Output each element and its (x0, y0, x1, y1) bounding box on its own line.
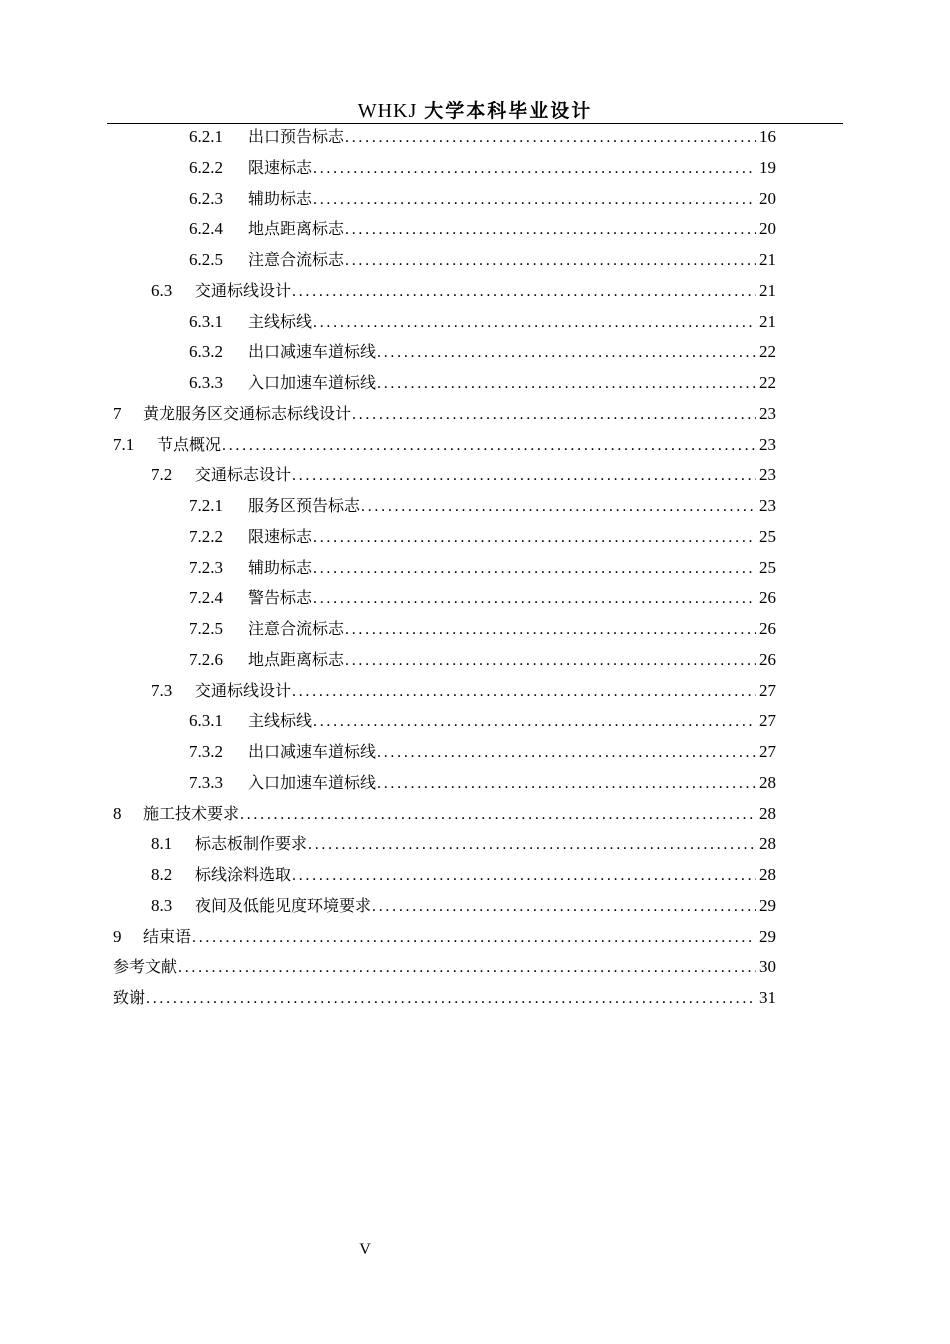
toc-entry-number: 8.3 (151, 895, 173, 915)
toc-dot-leader (313, 584, 756, 614)
toc-entry[interactable] (151, 676, 776, 706)
toc-entry[interactable] (113, 983, 776, 1013)
toc-dot-leader (222, 431, 756, 461)
page-header (0, 96, 950, 123)
toc-entry-page: 22 (759, 342, 776, 362)
toc-entry-title: 辅助标志 (248, 188, 313, 208)
toc-entry-number: 6.2.2 (189, 157, 223, 177)
toc-entry[interactable] (189, 491, 776, 521)
toc-entry-page: 26 (759, 619, 776, 638)
toc-entry-title: 夜间及低能见度环境要求 (195, 895, 372, 915)
toc-entry-title: 限速标志 (248, 157, 313, 177)
toc-dot-leader (313, 308, 756, 338)
toc-dot-leader (292, 677, 756, 707)
toc-entry[interactable] (189, 122, 776, 152)
toc-dot-leader (377, 738, 756, 768)
toc-entry[interactable] (113, 399, 776, 429)
header-title: 大学本科毕业设计 (424, 100, 593, 122)
toc-entry-page: 25 (759, 557, 776, 577)
toc-entry-page: 27 (759, 711, 776, 731)
toc-entry-number: 6.3.3 (189, 373, 223, 392)
toc-entry[interactable] (113, 430, 776, 460)
toc-entry-number: 6.3.2 (189, 342, 223, 362)
toc-entry[interactable] (189, 706, 776, 736)
toc-dot-leader (313, 707, 756, 737)
toc-entry-page: 22 (759, 373, 776, 392)
toc-dot-leader (192, 923, 756, 953)
toc-entry-number: 7.1 (113, 434, 135, 454)
toc-entry[interactable] (189, 337, 776, 367)
toc-entry-title: 出口预告标志 (248, 127, 345, 146)
toc-entry-title: 辅助标志 (248, 557, 313, 577)
toc-entry-number: 8.2 (151, 865, 173, 884)
toc-entry-page: 30 (759, 957, 776, 977)
toc-entry-title: 节点概况 (157, 434, 222, 454)
toc-dot-leader (352, 400, 756, 430)
toc-dot-leader (313, 154, 756, 184)
toc-entry[interactable] (189, 245, 776, 275)
toc-dot-leader (313, 554, 756, 584)
toc-entry-number: 7.2.2 (189, 526, 223, 546)
toc-dot-leader (308, 830, 756, 860)
toc-dot-leader (178, 953, 756, 983)
toc-entry-number: 6.2.1 (189, 127, 223, 146)
toc-entry-number: 6.2.5 (189, 250, 223, 269)
toc-entry-title: 致谢 (113, 988, 146, 1007)
toc-entry-title: 交通标志设计 (195, 465, 292, 485)
toc-entry[interactable] (189, 368, 776, 398)
toc-entry-page: 23 (759, 434, 776, 454)
toc-entry-title: 入口加速车道标线 (248, 772, 377, 792)
toc-entry[interactable] (151, 460, 776, 490)
toc-dot-leader (345, 246, 756, 276)
toc-entry[interactable] (113, 799, 776, 829)
toc-entry-title: 注意合流标志 (248, 619, 345, 638)
toc-entry-title: 主线标线 (248, 711, 313, 731)
toc-entry-title: 服务区预告标志 (248, 496, 361, 515)
toc-entry[interactable] (151, 276, 776, 306)
header-school-code: WHKJ (357, 100, 418, 122)
toc-entry[interactable] (189, 153, 776, 183)
toc-entry[interactable] (151, 860, 776, 890)
toc-entry-number: 8.1 (151, 834, 173, 854)
toc-dot-leader (313, 185, 756, 215)
toc-entry-page: 27 (759, 742, 776, 761)
toc-entry-number: 7.2.1 (189, 496, 223, 515)
toc-entry-page: 29 (759, 926, 776, 946)
toc-entry-page: 16 (759, 127, 776, 146)
toc-dot-leader (313, 523, 756, 553)
toc-entry-title: 地点距离标志 (248, 219, 345, 239)
toc-entry[interactable] (189, 522, 776, 552)
toc-dot-leader (240, 800, 756, 830)
toc-entry-title: 注意合流标志 (248, 250, 345, 269)
toc-entry[interactable] (151, 891, 776, 921)
toc-entry-page: 31 (759, 988, 776, 1007)
toc-dot-leader (292, 461, 756, 491)
toc-entry-page: 28 (759, 834, 776, 854)
toc-entry-page: 21 (759, 250, 776, 269)
toc-entry[interactable] (189, 768, 776, 798)
toc-entry[interactable] (189, 307, 776, 337)
toc-entry-page: 20 (759, 188, 776, 208)
toc-entry-title: 地点距离标志 (248, 649, 345, 669)
toc-entry[interactable] (189, 645, 776, 675)
toc-entry-page: 23 (759, 496, 776, 515)
toc-dot-leader (345, 215, 756, 245)
toc-entry[interactable] (113, 952, 776, 982)
toc-dot-leader (292, 277, 756, 307)
toc-entry-number: 7 (113, 403, 122, 423)
toc-entry-page: 19 (759, 157, 776, 177)
toc-dot-leader (377, 338, 756, 368)
toc-entry-title: 参考文献 (113, 957, 178, 977)
toc-entry[interactable] (189, 184, 776, 214)
toc-dot-leader (146, 984, 756, 1014)
toc-entry-title: 结束语 (143, 926, 192, 946)
toc-entry-page: 26 (759, 588, 776, 608)
toc-entry[interactable] (151, 829, 776, 859)
toc-entry-page: 26 (759, 649, 776, 669)
toc-entry-title: 出口减速车道标线 (248, 342, 377, 362)
toc-entry-title: 标线涂料选取 (195, 865, 292, 884)
toc-entry-number: 7.3 (151, 680, 173, 700)
toc-entry-number: 6.3.1 (189, 711, 223, 731)
toc-entry-number: 7.2 (151, 465, 173, 485)
toc-entry-page: 28 (759, 803, 776, 823)
toc-entry-title: 黄龙服务区交通标志标线设计 (143, 403, 352, 423)
toc-entry-number: 6.2.3 (189, 188, 223, 208)
toc-entry[interactable] (189, 214, 776, 244)
toc-dot-leader (345, 646, 756, 676)
page-number: V (359, 1241, 371, 1258)
toc-entry-title: 出口减速车道标线 (248, 742, 377, 761)
toc-entry-number: 6.3 (151, 280, 173, 300)
toc-entry-number: 7.2.3 (189, 557, 223, 577)
toc-entry-page: 28 (759, 772, 776, 792)
toc-entry-number: 7.3.2 (189, 742, 223, 761)
toc-entry[interactable] (189, 583, 776, 613)
toc-entry-number: 7.2.4 (189, 588, 223, 608)
toc-dot-leader (345, 615, 756, 645)
toc-entry-number: 7.2.5 (189, 619, 223, 638)
toc-entry-title: 交通标线设计 (195, 680, 292, 700)
toc-entry-number: 7.3.3 (189, 772, 223, 792)
toc-entry[interactable] (113, 922, 776, 952)
toc-entry[interactable] (189, 737, 776, 767)
toc-entry-title: 入口加速车道标线 (248, 373, 377, 392)
toc-entry-number: 9 (113, 926, 122, 946)
toc-entry-page: 21 (759, 280, 776, 300)
toc-entry-page: 29 (759, 895, 776, 915)
toc-entry-page: 25 (759, 526, 776, 546)
toc-entry-number: 7.2.6 (189, 649, 223, 669)
toc-dot-leader (372, 892, 756, 922)
toc-entry-page: 27 (759, 680, 776, 700)
toc-dot-leader (377, 369, 756, 399)
toc-entry-title: 警告标志 (248, 588, 313, 608)
toc-entry-number: 6.2.4 (189, 219, 223, 239)
toc-dot-leader (377, 769, 756, 799)
toc-entry-page: 23 (759, 465, 776, 485)
toc-entry-number: 8 (113, 803, 122, 823)
toc-dot-leader (292, 861, 756, 891)
toc-entry-page: 21 (759, 311, 776, 331)
toc-entry-page: 20 (759, 219, 776, 239)
toc-entry[interactable] (189, 553, 776, 583)
toc-entry-number: 6.3.1 (189, 311, 223, 331)
toc-entry-page: 23 (759, 403, 776, 423)
toc-dot-leader (361, 492, 756, 522)
toc-entry[interactable] (189, 614, 776, 644)
toc-entry-title: 交通标线设计 (195, 280, 292, 300)
toc-entry-title: 标志板制作要求 (195, 834, 308, 854)
toc-entry-title: 限速标志 (248, 526, 313, 546)
toc-entry-title: 主线标线 (248, 311, 313, 331)
toc-entry-title: 施工技术要求 (143, 803, 240, 823)
toc-entry-page: 28 (759, 865, 776, 884)
toc-dot-leader (345, 123, 756, 153)
